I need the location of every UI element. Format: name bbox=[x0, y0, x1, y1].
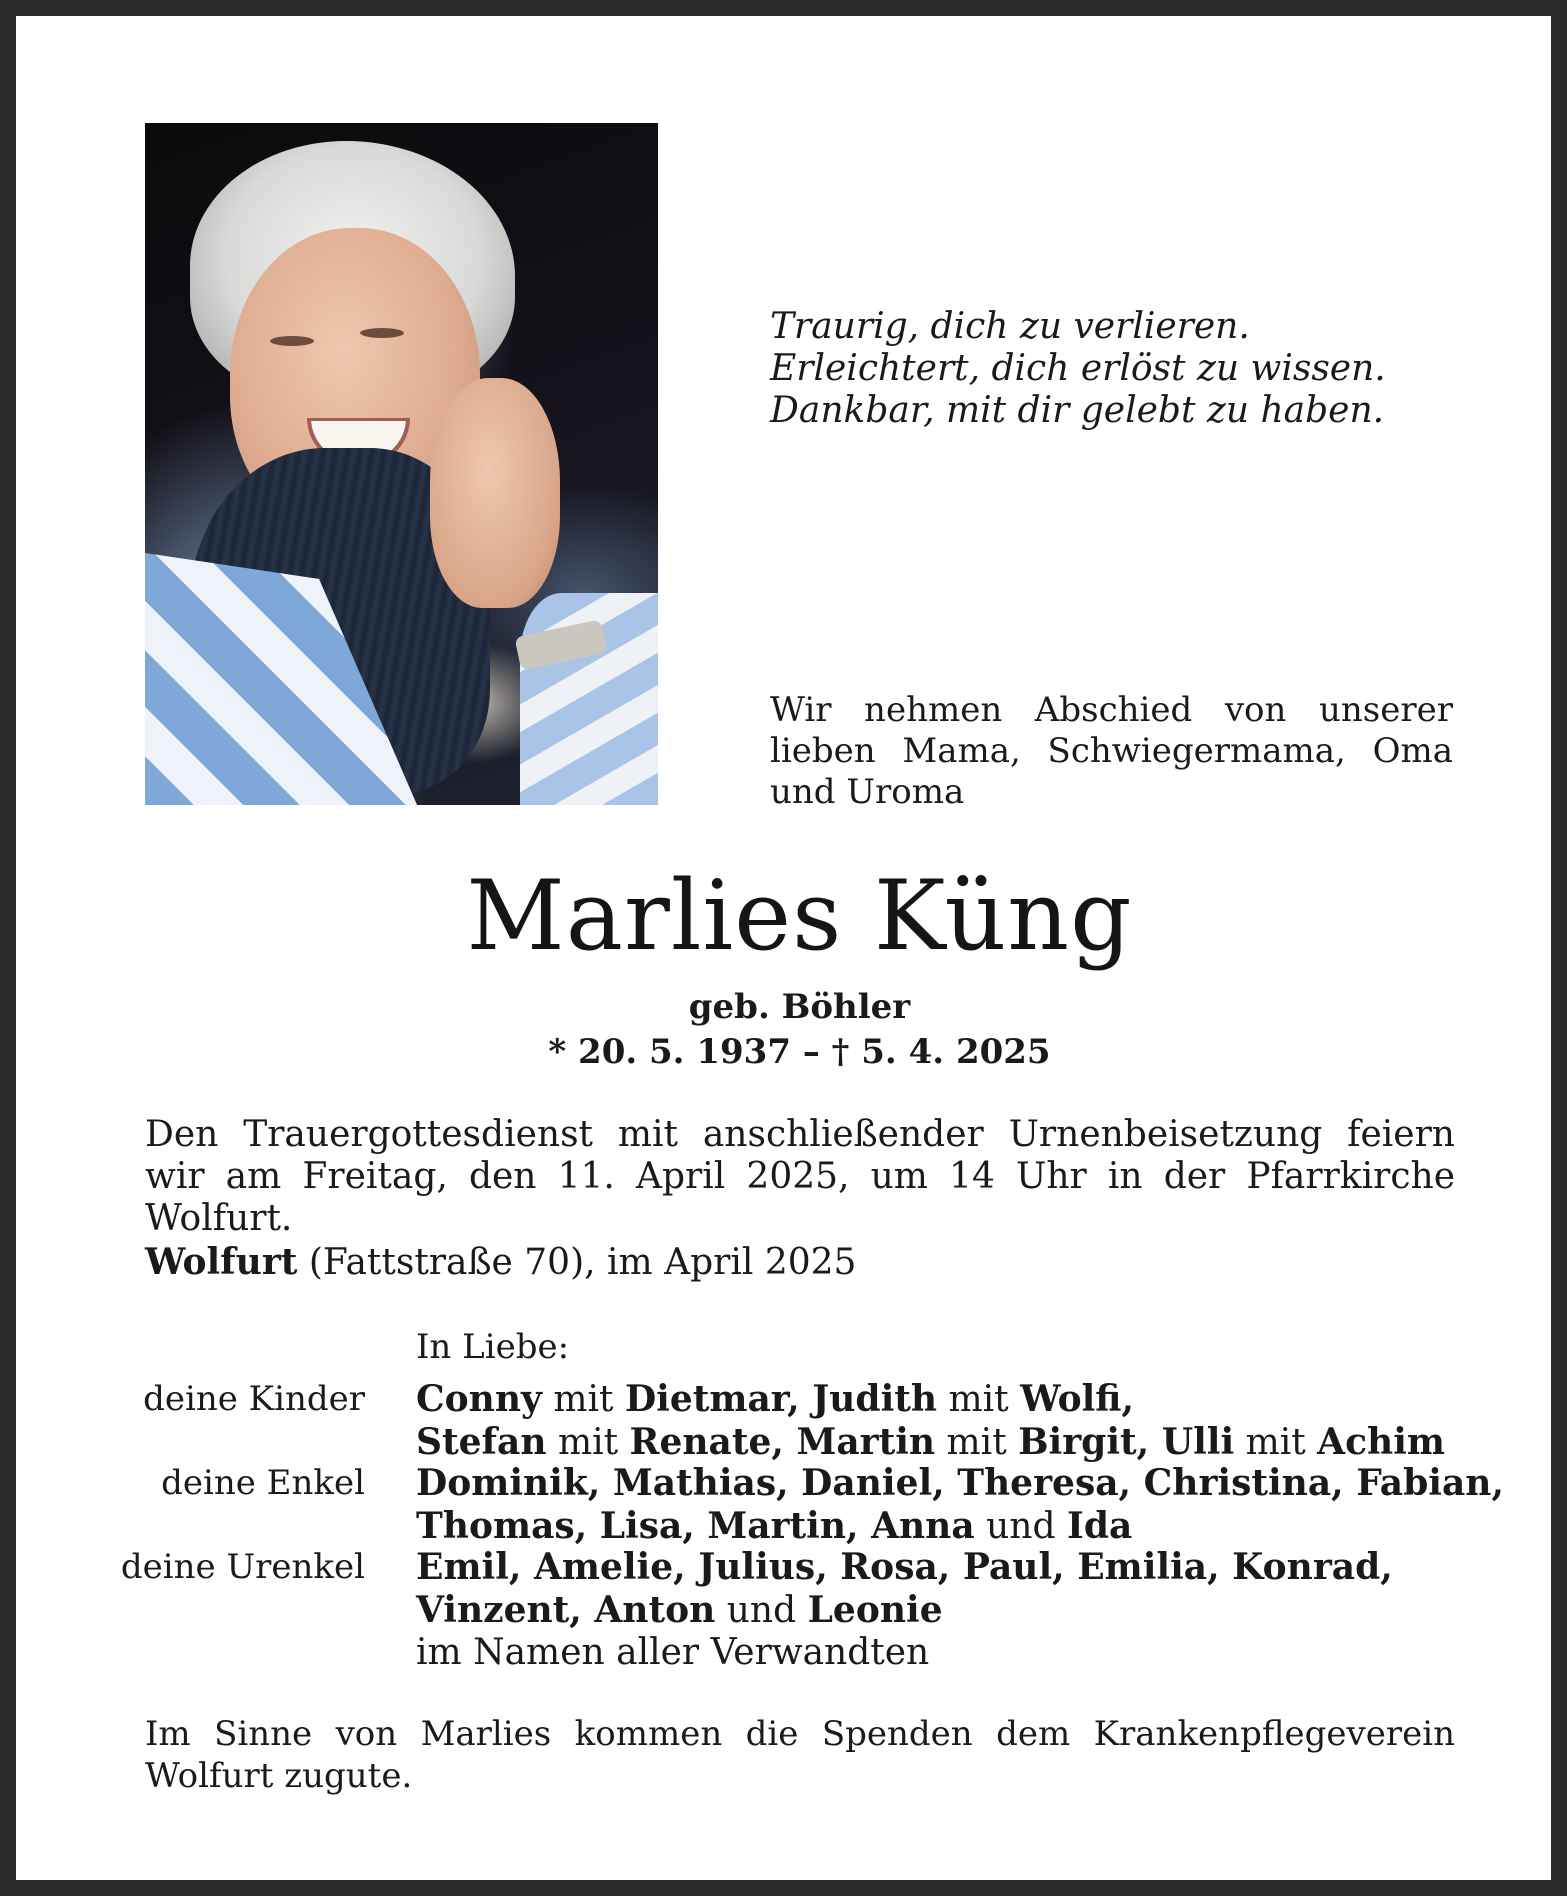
portrait-photo bbox=[145, 123, 658, 805]
name-segment: Dominik, Mathias, Daniel, Theresa, Christina, Fabian, bbox=[416, 1462, 1505, 1504]
connector-segment: mit bbox=[546, 1422, 630, 1463]
name-segment: Conny bbox=[416, 1378, 542, 1420]
poem-line-1: Traurig, dich zu verlieren. bbox=[770, 306, 1250, 347]
great-grandchildren-label: deine Urenkel bbox=[120, 1547, 365, 1587]
in-love-heading: In Liebe: bbox=[416, 1327, 570, 1367]
connector-segment: mit bbox=[1234, 1422, 1318, 1463]
great-grandchildren-names bbox=[416, 1546, 1476, 1674]
children-line-2 bbox=[416, 1421, 1476, 1464]
name-segment: Ida bbox=[1066, 1505, 1133, 1547]
name-segment: Stefan bbox=[416, 1421, 547, 1463]
poem-line-2: Erleichtert, dich erlöst zu wissen. bbox=[770, 348, 1386, 389]
life-dates: * 20. 5. 1937 – † 5. 4. 2025 bbox=[548, 1032, 1051, 1072]
farewell-text: Wir nehmen Abschied von unserer lieben Mama, Schwiegermama, Oma und Uroma bbox=[770, 690, 1453, 812]
memorial-poem bbox=[770, 306, 1470, 432]
service-announcement: Den Trauergottesdienst mit anschließender Urnenbeisetzung feiern wir am Freitag, den 11. April 2025, um 14 Uhr in der Pfarrkirche Wolfurt. bbox=[145, 1114, 1455, 1239]
name-segment: Leonie bbox=[807, 1589, 943, 1631]
donation-note: Im Sinne von Marlies kommen die Spenden dem Krankenpflegeverein Wolfurt zugute. bbox=[145, 1714, 1455, 1796]
connector-segment: und bbox=[715, 1590, 808, 1631]
place-address-date: (Fattstraße 70), im April 2025 bbox=[297, 1242, 857, 1283]
grandchildren-label: deine Enkel bbox=[161, 1463, 365, 1503]
name-segment: Renate, Martin bbox=[629, 1421, 936, 1463]
name-segment: Wolfi, bbox=[1020, 1378, 1134, 1420]
place-city: Wolfurt bbox=[145, 1241, 298, 1283]
relatives-line: im Namen aller Verwandten bbox=[416, 1632, 930, 1673]
deceased-name: Marlies Küng bbox=[466, 860, 1133, 972]
birth-name: geb. Böhler bbox=[688, 987, 911, 1027]
photo-right-eye bbox=[360, 328, 404, 338]
name-segment: Dietmar, Judith bbox=[624, 1378, 938, 1420]
children-label: deine Kinder bbox=[143, 1379, 365, 1419]
grandchildren-names bbox=[416, 1462, 1505, 1548]
name-segment: Birgit, Ulli bbox=[1018, 1421, 1235, 1463]
name-segment: Thomas, Lisa, Martin, Anna bbox=[416, 1505, 975, 1547]
children-names bbox=[416, 1378, 1476, 1464]
connector-segment: mit bbox=[935, 1422, 1019, 1463]
connector-segment: mit bbox=[937, 1379, 1021, 1420]
connector-segment: und bbox=[974, 1506, 1067, 1547]
photo-left-eye bbox=[270, 336, 314, 346]
place-and-date bbox=[145, 1241, 1455, 1284]
great-grandchildren-line-2 bbox=[416, 1589, 1476, 1632]
poem-line-3: Dankbar, mit dir gelebt zu haben. bbox=[770, 390, 1385, 431]
children-line-1 bbox=[416, 1378, 1476, 1421]
name-segment: Vinzent, Anton bbox=[416, 1589, 716, 1631]
photo-hand bbox=[430, 378, 560, 608]
great-grandchildren-line-1 bbox=[416, 1546, 1476, 1589]
connector-segment: mit bbox=[541, 1379, 625, 1420]
grandchildren-line-2 bbox=[416, 1505, 1476, 1548]
name-segment: Achim bbox=[1317, 1421, 1445, 1463]
name-segment: Emil, Amelie, Julius, Rosa, Paul, Emilia, Konrad, bbox=[416, 1546, 1393, 1588]
grandchildren-line-1 bbox=[416, 1462, 1505, 1505]
